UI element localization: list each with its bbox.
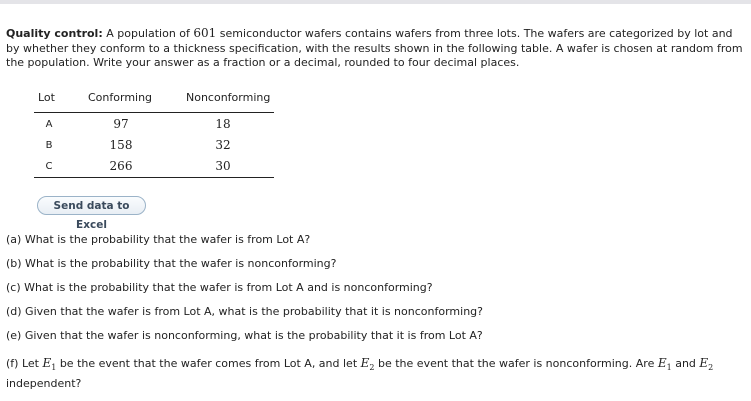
cell-conforming: 158 bbox=[109, 138, 133, 152]
qf-text-3: be the event that the wafer is nonconforming. Are bbox=[378, 357, 655, 370]
qf-text-1: (f) Let bbox=[6, 357, 39, 370]
question-e: (e) Given that the wafer is nonconforming, what is the probability that it is from Lot A? bbox=[6, 329, 483, 342]
problem-statement bbox=[6, 26, 746, 71]
table-bottom-rule bbox=[34, 177, 274, 178]
header-nonconforming: Nonconforming bbox=[186, 91, 271, 104]
qf-text-2: be the event that the wafer comes from Lot A, and let bbox=[59, 357, 358, 370]
top-border bbox=[0, 0, 751, 4]
header-lot: Lot bbox=[38, 91, 55, 104]
cell-lot: B bbox=[45, 140, 53, 151]
event-subscript: 2 bbox=[708, 363, 714, 372]
event-letter: E bbox=[42, 356, 52, 370]
cell-conforming: 97 bbox=[113, 117, 129, 131]
event-letter: E bbox=[699, 356, 709, 370]
event-letter: E bbox=[657, 356, 667, 370]
table-header-rule bbox=[34, 112, 274, 113]
event-letter: E bbox=[360, 356, 370, 370]
cell-nonconforming: 18 bbox=[215, 117, 231, 131]
cell-lot: A bbox=[45, 119, 53, 130]
cell-nonconforming: 32 bbox=[215, 138, 231, 152]
question-b: (b) What is the probability that the wafer is nonconforming? bbox=[6, 257, 337, 270]
cell-conforming: 266 bbox=[109, 159, 133, 173]
event-subscript: 2 bbox=[369, 363, 375, 372]
data-table bbox=[34, 88, 274, 180]
question-a: (a) What is the probability that the wafer is from Lot A? bbox=[6, 233, 311, 246]
event-subscript: 1 bbox=[51, 363, 57, 372]
intro-text-1: A population of bbox=[106, 27, 190, 40]
question-c: (c) What is the probability that the wafer is from Lot A and is nonconforming? bbox=[6, 281, 433, 294]
problem-label: Quality control: bbox=[6, 27, 103, 40]
intro-text-2: semiconductor wafers contains wafers from three lots. The wafers are categorized by lot and by whether they conform to a thickness specification, with the results shown in the following table. A wafer is chosen at random from the population. Write your answer as a fraction or a decimal, rounded to four decimal places. bbox=[6, 27, 743, 69]
event-subscript: 1 bbox=[666, 363, 672, 372]
cell-nonconforming: 30 bbox=[215, 159, 231, 173]
question-f-continued: independent? bbox=[6, 377, 82, 390]
question-d: (d) Given that the wafer is from Lot A, what is the probability that it is nonconforming? bbox=[6, 305, 483, 318]
cell-lot: C bbox=[45, 161, 53, 172]
header-conforming: Conforming bbox=[88, 91, 153, 104]
question-f bbox=[6, 356, 713, 372]
event-e2-repeat bbox=[699, 356, 713, 370]
event-e1-repeat bbox=[658, 356, 672, 370]
population-count: 601 bbox=[193, 26, 217, 40]
event-e2 bbox=[361, 356, 375, 370]
qf-text-4: and bbox=[675, 357, 696, 370]
send-to-excel-button[interactable]: Send data to Excel bbox=[37, 196, 146, 215]
event-e1 bbox=[42, 356, 56, 370]
